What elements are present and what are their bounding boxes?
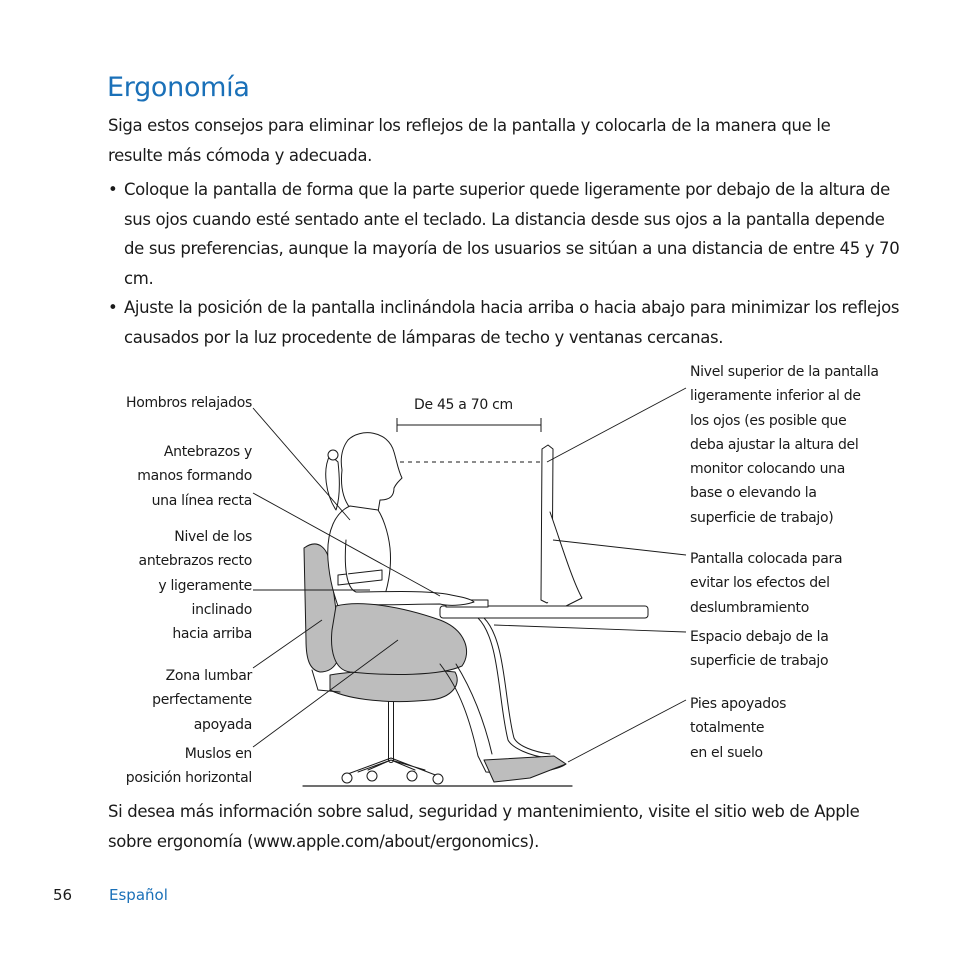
footer-language: Español bbox=[109, 886, 168, 904]
label-screen-glare: Pantalla colocada para evitar los efectos del deslumbramiento bbox=[690, 551, 843, 616]
foot-rest bbox=[484, 756, 566, 782]
label-under-desk: Espacio debajo de la superficie de trabajo bbox=[690, 629, 829, 670]
label-feet: Pies apoyados totalmente en el suelo bbox=[690, 696, 787, 761]
monitor-stand bbox=[548, 512, 582, 606]
desk-leg bbox=[478, 618, 548, 758]
page-title: Ergonomía bbox=[107, 72, 250, 103]
tip-text: Coloque la pantalla de forma que la parte superior quede ligeramente por debajo de la altura de sus ojos cuando esté sentado ante el teclado. La distancia desde sus ojos a la pantalla depende de sus preferencias, aunque la mayoría de los usuarios se sitúan a una distancia de entre 45 y 70 cm. bbox=[124, 180, 900, 288]
label-shoulders: Hombros relajados bbox=[125, 395, 252, 411]
chair-base bbox=[345, 758, 438, 776]
label-lumbar: Zona lumbar perfectamente apoyada bbox=[152, 668, 252, 733]
leader-screen-top bbox=[547, 388, 686, 462]
person-head bbox=[341, 433, 402, 512]
bullet-symbol: • bbox=[108, 298, 118, 317]
closing-paragraph: Si desea más información sobre salud, seguridad y mantenimiento, visite el sitio web de Apple sobre ergonomía (www.apple.com/about/ergonomics). bbox=[108, 802, 860, 851]
label-forearms-hands: Antebrazos y manos formando una línea recta bbox=[137, 444, 252, 509]
tip-text: Ajuste la posición de la pantalla inclinándola hacia arriba o hacia abajo para minimizar los reflejos causados por la luz procedente de lámparas de techo y ventanas cercanas. bbox=[124, 298, 900, 347]
label-thighs: Muslos en posición horizontal bbox=[125, 746, 252, 787]
leader-under-desk bbox=[494, 625, 686, 632]
bullet-symbol: • bbox=[108, 180, 118, 199]
page-number: 56 bbox=[53, 886, 73, 904]
leader-screen-glare bbox=[553, 540, 686, 555]
intro-paragraph: Siga estos consejos para eliminar los reflejos de la pantalla y colocarla de la manera que le resulte más cómoda y adecuada. bbox=[108, 116, 831, 165]
label-distance: De 45 a 70 cm bbox=[414, 397, 513, 413]
label-screen-top: Nivel superior de la pantalla ligeramente inferior al de los ojos (es posible que deba ajustar la altura del monitor colocando una base o elevando la superficie de trabajo) bbox=[690, 364, 879, 526]
label-forearm-level: Nivel de los antebrazos recto y ligeramente inclinado hacia arriba bbox=[138, 529, 252, 643]
desk-top bbox=[440, 606, 648, 618]
leader-feet bbox=[568, 700, 686, 762]
